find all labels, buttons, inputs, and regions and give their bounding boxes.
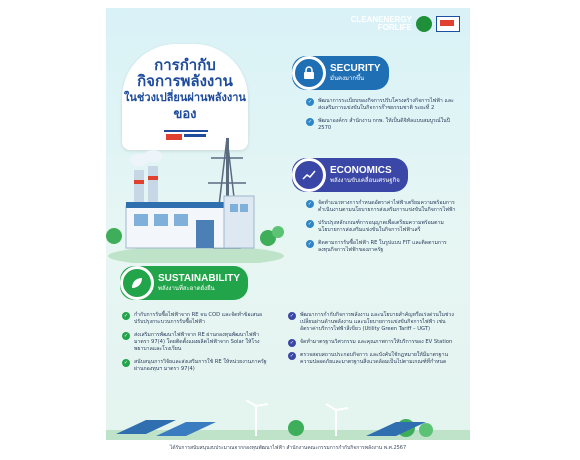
sustainability-item-text: สนับสนุนการวิจัยและส่งเสริมการใช้ RE ให้หน่วยงานภาครัฐผ่านกองทุนฯ มาตรา 97(4) xyxy=(134,359,267,372)
check-icon: ✓ xyxy=(289,340,295,346)
tree-logo-icon xyxy=(416,16,432,32)
list-item xyxy=(288,352,458,366)
security-badge xyxy=(292,56,389,90)
economics-item-text: จัดทำแนวทางการกำหนดอัตราค่าไฟฟ้าเตรียมความพร้อมการดำเนินงานตามนโยบายการส่งเสริมการแข่งขันในกิจการไฟฟ้า xyxy=(318,200,456,213)
security-list xyxy=(306,98,456,138)
sustainability-item-text: ส่งเสริมการพัฒนาไฟฟ้าจาก RE ผ่านกองทุนพัฒนาไฟฟ้า มาตรา 97(4) โดยติดตั้งแผงผลิตไฟฟ้าจาก Solar ให้โรงพยาบาลและโรงเรียน xyxy=(134,332,260,352)
erc-logo-icon xyxy=(436,16,460,32)
list-item xyxy=(306,200,456,214)
list-item xyxy=(306,220,456,234)
regulation-item-text: ตรวจสอบสถานประกอบกิจการ และบังคับใช้กฎหมายให้มีมาตรฐานความปลอดภัยและมาตรฐานสิ่งแวดล้อมเป็นไปตามเกณฑ์ที่กำหนด xyxy=(300,352,449,365)
brand-line-2: FORLIFE xyxy=(377,23,412,32)
title-line-1: การกำกับ xyxy=(154,57,216,74)
leaf-icon xyxy=(120,266,154,300)
list-item xyxy=(306,98,456,112)
check-icon: ✓ xyxy=(123,360,129,366)
list-item xyxy=(122,332,274,353)
check-icon: ✓ xyxy=(123,313,129,319)
list-item xyxy=(288,339,458,346)
footer-note: ได้รับการสนับสนุนงบประมาณจากกองทุนพัฒนาไฟฟ้า สำนักงานคณะกรรมการกำกับกิจการพลังงาน พ.ศ.2567 xyxy=(106,440,470,456)
check-icon: ✓ xyxy=(289,353,295,359)
security-heading: SECURITY xyxy=(330,63,381,74)
brand-header xyxy=(351,16,460,32)
power-plant-illustration xyxy=(106,128,286,263)
title-line-2: กิจการพลังงาน xyxy=(137,73,233,90)
economics-item-text: ปรับปรุงหลักเกณฑ์การอนุญาตเพื่อเตรียมความพร้อมตามนโยบายการส่งเสริมแข่งขันในกิจการไฟฟ้าเสรี xyxy=(318,220,444,233)
list-item xyxy=(122,312,274,326)
check-icon: ✓ xyxy=(307,201,313,207)
infographic-poster xyxy=(106,8,470,456)
economics-subtitle: พลังงานขับเคลื่อนเศรษฐกิจ xyxy=(330,177,400,184)
check-icon: ✓ xyxy=(307,119,313,125)
security-item-text: พัฒนาการระเบียบของกิจการปรับโครงสร้างกิจการไฟฟ้า และส่งเสริมการแข่งขันในกิจการก๊าซธรรมชาติ ระยะที่ 2 xyxy=(318,98,454,111)
check-icon: ✓ xyxy=(307,241,313,247)
economics-list xyxy=(306,200,456,260)
sustainability-item-text: กำกับการรับซื้อไฟฟ้าจาก RE จน COD และจัดทำข้อเสนอปรับปรุงกระบวนการรับซื้อไฟฟ้า xyxy=(134,312,263,325)
solar-wind-illustration xyxy=(106,400,470,440)
brand-line-1: CLEANENERGY xyxy=(350,15,412,24)
clean-energy-logo xyxy=(351,16,412,32)
lock-shield-icon xyxy=(292,56,326,90)
regulation-list xyxy=(288,312,458,372)
sustainability-badge xyxy=(120,266,248,300)
regulation-item-text: จัดทำมาตรฐานวิศวกรรม และคุณภาพการให้บริการของ EV Station xyxy=(300,339,453,345)
title-line-3: ในช่วงเปลี่ยนผ่านพลังงาน xyxy=(124,92,246,104)
sustainability-subtitle: พลังงานที่สะอาดยั่งยืน xyxy=(158,285,215,292)
check-icon: ✓ xyxy=(289,313,295,319)
sustainability-heading: SUSTAINABILITY xyxy=(158,273,241,284)
economics-badge xyxy=(292,158,408,192)
list-item xyxy=(122,359,274,373)
list-item xyxy=(288,312,458,333)
regulation-item-text: พัฒนาการกำกับกิจการพลังงาน และนโยบายสำคัญหรือเร่งด่วนในช่วงเปลี่ยนผ่านด้านพลังงาน และนโยบายการแข่งขันกิจการไฟฟ้า เช่น อัตราค่าบริการไฟฟ้าสีเขียว (Utility Green Tariff – UGT) xyxy=(300,312,454,332)
title-line-4: ของ xyxy=(173,106,197,121)
list-item xyxy=(306,118,456,132)
security-item-text: พัฒนาองค์กร สำนักงาน กกพ. ให้เป็นดิจิทัลแบบสมบูรณ์ในปี 2570 xyxy=(318,118,451,131)
security-subtitle: มั่นคงมากขึ้น xyxy=(330,75,365,82)
economics-heading: ECONOMICS xyxy=(330,165,392,176)
sustainability-list xyxy=(122,312,274,379)
check-icon: ✓ xyxy=(123,333,129,339)
check-icon: ✓ xyxy=(307,99,313,105)
check-icon: ✓ xyxy=(307,221,313,227)
growth-chart-icon xyxy=(292,158,326,192)
list-item xyxy=(306,240,456,254)
economics-item-text: ติดตามการรับซื้อไฟฟ้า RE ในรูปแบบ FIT และติดตามการลงทุนกิจการไฟฟ้าของภาครัฐ xyxy=(318,240,447,253)
